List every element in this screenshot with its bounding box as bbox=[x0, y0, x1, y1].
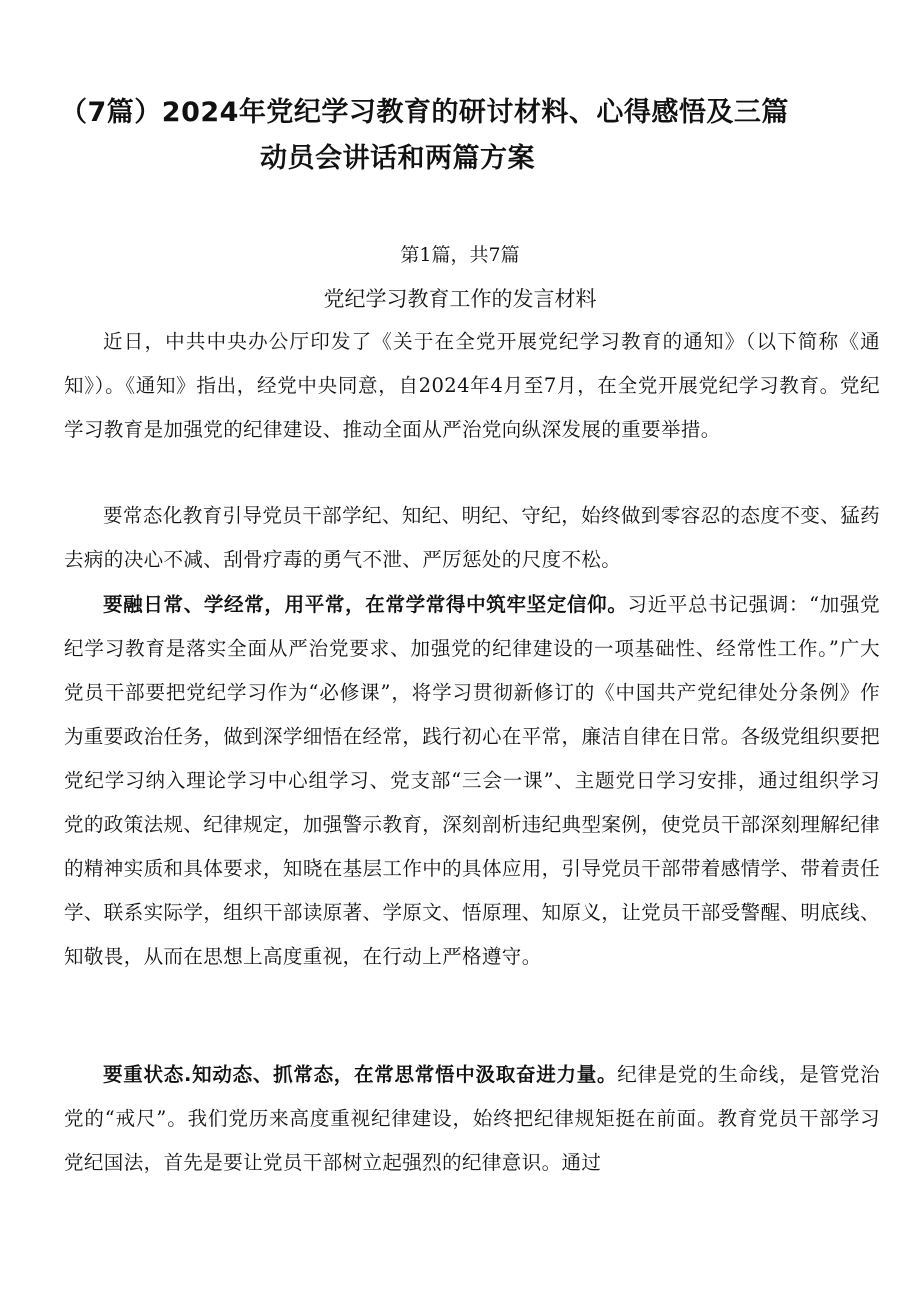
paragraph-4-lead: 要重状态.知动态、抓常态，在常思常悟中汲取奋进力量。 bbox=[103, 1063, 618, 1086]
paragraph-2 bbox=[64, 494, 880, 582]
paragraph-3-text: 习近平总书记强调：“加强党纪学习教育是落实全面从严治党要求、加强党的纪律建设的一项基础性、经常性工作。”广大党员干部要把党纪学习作为“必修课”，将学习贯彻新修订的《中国共产党纪律处分条例》作为重要政治任务，做到深学细悟在经常，践行初心在平常，廉洁自律在日常。各级党组织要把党纪学习纳入理论学习中心组学习、党支部“三会一课”、主题党日学习安排，通过组织学习党的政策法规、纪律规定，加强警示教育，深刻剖析违纪典型案例，使党员干部深刻理解纪律的精神实质和具体要求，知晓在基层工作中的具体应用，引导党员干部带着感情学、带着责任学、联系实际学，组织干部读原著、学原文、悟原理、知原义，让党员干部受警醒、明底线、知敬畏，从而在思想上高度重视，在行动上严格遵守。 bbox=[64, 593, 880, 968]
paragraph-3-lead: 要融日常、学经常，用平常，在常学常得中筑牢坚定信仰。 bbox=[103, 593, 628, 616]
document-title bbox=[60, 90, 880, 182]
document-title-line1: （7篇）2024年党纪学习教育的研讨材料、心得感悟及三篇 bbox=[60, 97, 789, 128]
paragraph-2-text: 要常态化教育引导党员干部学纪、知纪、明纪、守纪，始终做到零容忍的态度不变、猛药去病的决心不减、刮骨疗毒的勇气不泄、严厉惩处的尺度不松。 bbox=[64, 504, 880, 571]
paragraph-3 bbox=[64, 583, 880, 979]
paragraph-1-text: 近日，中共中央办公厅印发了《关于在全党开展党纪学习教育的通知》（以下简称《通知》）。《通知》指出，经党中央同意，自2024年4月至7月，在全党开展党纪学习教育。党纪学习教育是加强党的纪律建设、推动全面从严治党向纵深发展的重要举措。 bbox=[64, 330, 880, 441]
paragraph-4 bbox=[64, 1053, 880, 1185]
section-title: 党纪学习教育工作的发言材料 bbox=[323, 287, 597, 311]
part-label: 第1篇，共7篇 bbox=[400, 244, 520, 266]
paragraph-4-text: 纪律是党的生命线，是管党治党的“戒尺”。我们党历来高度重视纪律建设，始终把纪律规矩挺在前面。教育党员干部学习党纪国法，首先是要让党员干部树立起强烈的纪律意识。通过 bbox=[64, 1063, 881, 1174]
paragraph-1 bbox=[64, 320, 880, 452]
document-title-line2: 动员会讲话和两篇方案 bbox=[260, 143, 535, 174]
